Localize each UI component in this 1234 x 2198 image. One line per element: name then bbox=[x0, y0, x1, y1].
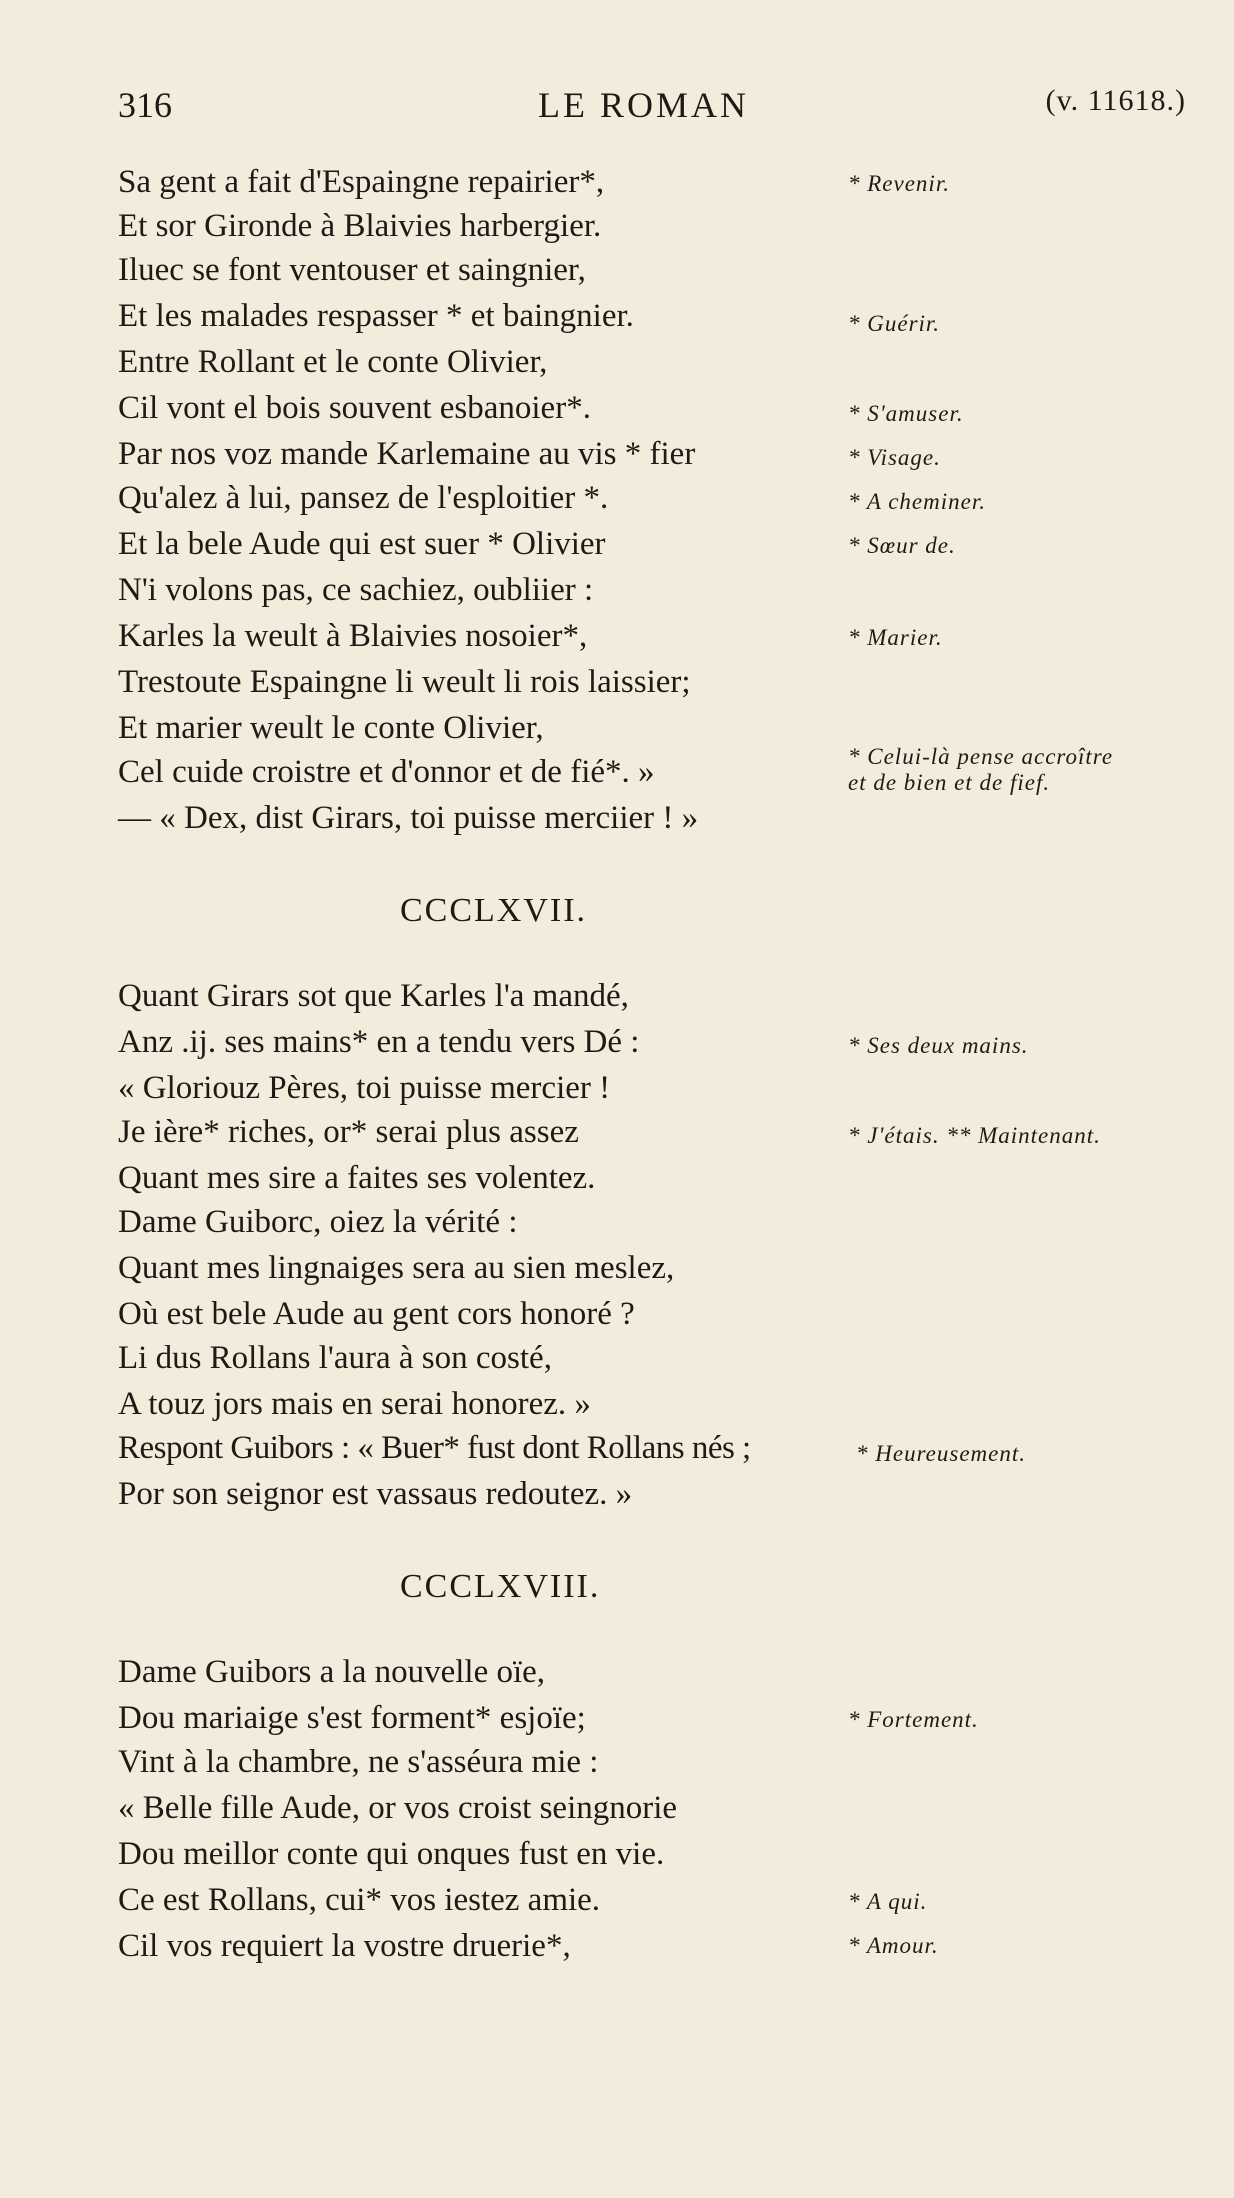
verse-line: Et les malades respasser * et baingnier. bbox=[118, 298, 634, 334]
verse-line: Quant mes lingnaiges sera au sien meslez, bbox=[118, 1250, 675, 1286]
section-heading: CCCLXVIII. bbox=[400, 1568, 601, 1605]
verse-line: A touz jors mais en serai honorez. » bbox=[118, 1386, 591, 1422]
gloss-note: * Fortement. bbox=[848, 1707, 979, 1732]
verse-line: Vint à la chambre, ne s'asséura mie : bbox=[118, 1744, 599, 1780]
verse-line: Por son seignor est vassaus redoutez. » bbox=[118, 1476, 633, 1512]
verse-line: Et sor Gironde à Blaivies harbergier. bbox=[118, 208, 602, 244]
gloss-note: * Sœur de. bbox=[848, 533, 956, 558]
verse-line: Dou mariaige s'est forment* esjoïe; bbox=[118, 1700, 586, 1736]
gloss-note: * A qui. bbox=[848, 1889, 928, 1914]
verse-line: Respont Guibors : « Buer* fust dont Rollans nés ; bbox=[118, 1430, 751, 1466]
gloss-note: * A cheminer. bbox=[848, 489, 986, 514]
gloss-note: * Amour. bbox=[848, 1933, 939, 1958]
gloss-note: * S'amuser. bbox=[848, 401, 964, 426]
verse-line: Quant mes sire a faites ses volentez. bbox=[118, 1160, 596, 1196]
gloss-note: et de bien et de fief. bbox=[848, 770, 1051, 795]
verse-line: Li dus Rollans l'aura à son costé, bbox=[118, 1340, 552, 1376]
verse-line: Cil vont el bois souvent esbanoier*. bbox=[118, 390, 591, 426]
verse-line: Et la bele Aude qui est suer * Olivier bbox=[118, 526, 606, 562]
verse-line: Où est bele Aude au gent cors honoré ? bbox=[118, 1296, 635, 1332]
verse-line: Par nos voz mande Karlemaine au vis * fier bbox=[118, 436, 696, 472]
gloss-note: * Visage. bbox=[848, 445, 941, 470]
verse-line: Dame Guiborc, oiez la vérité : bbox=[118, 1204, 518, 1240]
verse-line: Je ière* riches, or* serai plus assez bbox=[118, 1114, 579, 1150]
verse-reference: (v. 11618.) bbox=[1045, 84, 1186, 117]
verse-line: Quant Girars sot que Karles l'a mandé, bbox=[118, 978, 629, 1014]
verse-line: Et marier weult le conte Olivier, bbox=[118, 710, 544, 746]
section-heading: CCCLXVII. bbox=[400, 892, 588, 929]
gloss-note: * Guérir. bbox=[848, 311, 941, 336]
verse-line: Sa gent a fait d'Espaingne repairier*, bbox=[118, 164, 605, 200]
verse-line: Entre Rollant et le conte Olivier, bbox=[118, 344, 548, 380]
gloss-note: * Heureusement. bbox=[856, 1441, 1026, 1466]
verse-line: Ce est Rollans, cui* vos iestez amie. bbox=[118, 1882, 601, 1918]
gloss-note: * Revenir. bbox=[848, 171, 950, 196]
page-number: 316 bbox=[118, 85, 172, 125]
verse-line: Anz .ij. ses mains* en a tendu vers Dé : bbox=[118, 1024, 640, 1060]
verse-line: Trestoute Espaingne li weult li rois laissier; bbox=[118, 664, 691, 700]
gloss-note: * Ses deux mains. bbox=[848, 1033, 1029, 1058]
verse-line: Dame Guibors a la nouvelle oïe, bbox=[118, 1654, 546, 1690]
gloss-note: * Marier. bbox=[848, 625, 943, 650]
gloss-note: * Celui-là pense accroître bbox=[848, 744, 1114, 769]
verse-line: N'i volons pas, ce sachiez, oubliier : bbox=[118, 572, 594, 608]
verse-line: Qu'alez à lui, pansez de l'esploitier *. bbox=[118, 480, 609, 516]
verse-line: Cel cuide croistre et d'onnor et de fié*. » bbox=[118, 754, 655, 790]
gloss-note: * J'étais. ** Maintenant. bbox=[848, 1123, 1101, 1148]
verse-line: — « Dex, dist Girars, toi puisse merciier ! » bbox=[118, 800, 699, 836]
verse-line: « Belle fille Aude, or vos croist seingnorie bbox=[118, 1790, 678, 1826]
verse-line: Iluec se font ventouser et saingnier, bbox=[118, 252, 586, 288]
verse-line: Cil vos requiert la vostre druerie*, bbox=[118, 1928, 571, 1964]
running-title: LE ROMAN bbox=[538, 85, 749, 125]
verse-line: Karles la weult à Blaivies nosoier*, bbox=[118, 618, 588, 654]
verse-line: Dou meillor conte qui onques fust en vie. bbox=[118, 1836, 665, 1872]
running-header bbox=[118, 84, 1186, 134]
verse-line: « Gloriouz Pères, toi puisse mercier ! bbox=[118, 1070, 611, 1106]
